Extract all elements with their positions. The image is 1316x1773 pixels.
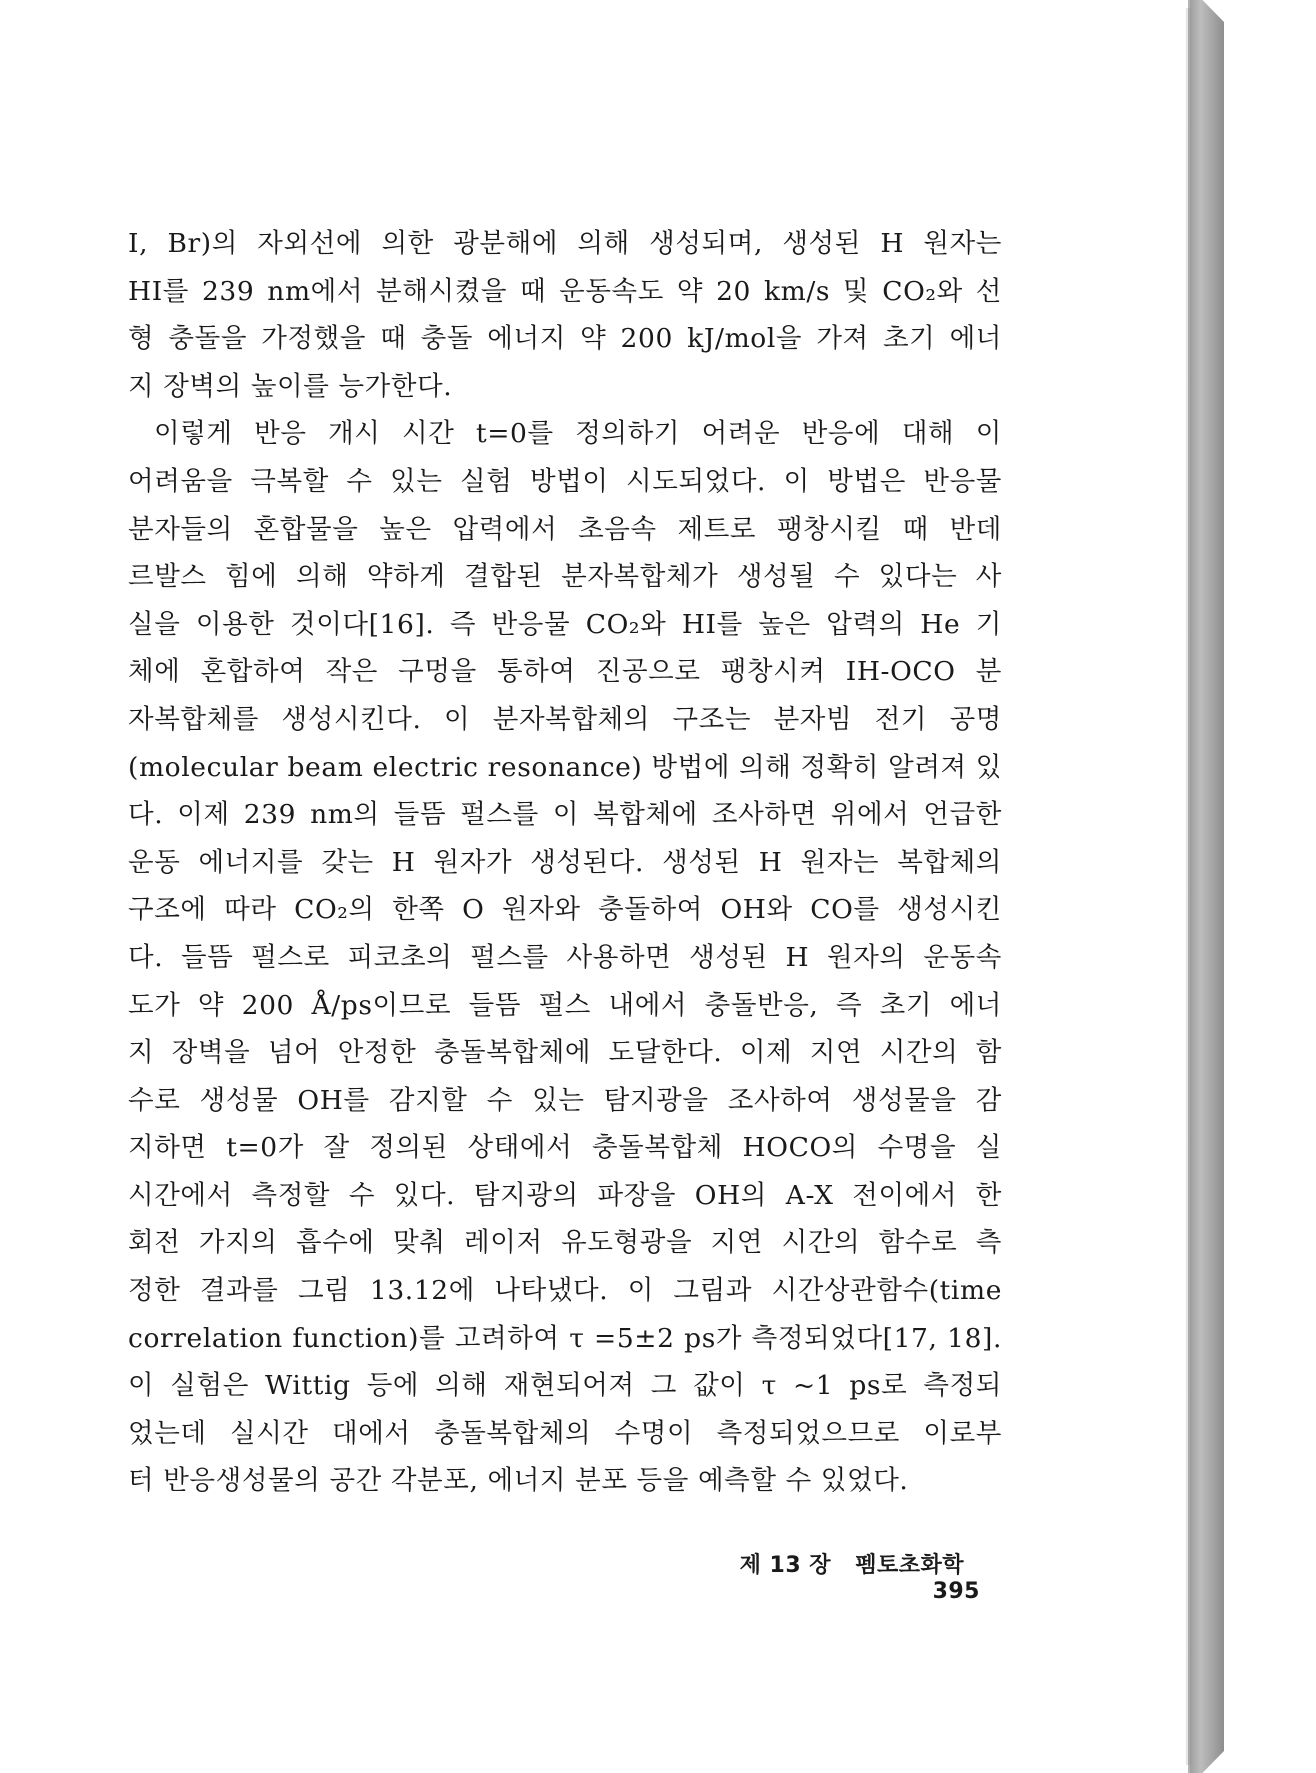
text-line: 다. 들뜸 펄스로 피코초의 펄스를 사용하면 생성된 H 원자의 운동속 (128, 941, 1002, 973)
text-line: 었는데 실시간 대에서 충돌복합체의 수명이 측정되었으므로 이로부 (128, 1417, 1002, 1449)
text-line: 정한 결과를 그림 13.12에 나타냈다. 이 그림과 시간상관함수(time (128, 1275, 1002, 1307)
text-line: (molecular beam electric resonance) 방법에 의해 정확히 알려져 있 (128, 751, 1002, 783)
page-number: 395 (932, 1579, 980, 1604)
text-line: 실을 이용한 것이다[16]. 즉 반응물 CO₂와 HI를 높은 압력의 He 기 (128, 608, 1002, 640)
text-line: I, Br)의 자외선에 의한 광분해에 의해 생성되며, 생성된 H 원자는 (128, 228, 1002, 259)
text-line: 이 실험은 Wittig 등에 의해 재현되어져 그 값이 τ ~1 ps로 측정되 (128, 1370, 1002, 1402)
text-line: 이렇게 반응 개시 시간 t=0를 정의하기 어려운 반응에 대해 이 (154, 418, 1002, 450)
chapter-title: 펨토초화학 (855, 1553, 964, 1578)
page-edge (1188, 0, 1224, 1773)
text-line: 자복합체를 생성시킨다. 이 분자복합체의 구조는 분자빔 전기 공명 (128, 703, 1002, 735)
text-line: 체에 혼합하여 작은 구멍을 통하여 진공으로 팽창시켜 IH-OCO 분 (128, 656, 1002, 688)
text-line: 다. 이제 239 nm의 들뜸 펄스를 이 복합체에 조사하면 위에서 언급한 (128, 799, 1002, 831)
text-line: 도가 약 200 Å/ps이므로 들뜸 펄스 내에서 충돌반응, 즉 초기 에너 (128, 989, 1002, 1021)
text-line: 지 장벽을 넘어 안정한 충돌복합체에 도달한다. 이제 지연 시간의 함 (128, 1037, 1002, 1069)
page-footer (720, 1548, 980, 1604)
text-line: 지 장벽의 높이를 능가한다. (128, 370, 453, 402)
text-line: 분자들의 혼합물을 높은 압력에서 초음속 제트로 팽창시킬 때 반데 (128, 513, 1002, 545)
text-line: 터 반응생성물의 공간 각분포, 에너지 분포 등을 예측할 수 있었다. (128, 1465, 909, 1497)
text-line: 지하면 t=0가 잘 정의된 상태에서 충돌복합체 HOCO의 수명을 실 (128, 1132, 1002, 1164)
chapter-label: 제 13 장 (739, 1553, 832, 1578)
body-text (128, 220, 1002, 1505)
text-line: 수로 생성물 OH를 감지할 수 있는 탐지광을 조사하여 생성물을 감 (128, 1084, 1002, 1116)
text-line: 형 충돌을 가정했을 때 충돌 에너지 약 200 kJ/mol을 가져 초기 에너 (128, 323, 1002, 355)
text-line: correlation function)를 고려하여 τ =5±2 ps가 측정되었다[17, 18]. (128, 1322, 1002, 1354)
text-line: 운동 에너지를 갖는 H 원자가 생성된다. 생성된 H 원자는 복합체의 (128, 846, 1002, 878)
text-line: 구조에 따라 CO₂의 한쪽 O 원자와 충돌하여 OH와 CO를 생성시킨 (128, 894, 1002, 926)
text-line: 르발스 힘에 의해 약하게 결합된 분자복합체가 생성될 수 있다는 사 (128, 561, 1002, 593)
text-line: 어려움을 극복할 수 있는 실험 방법이 시도되었다. 이 방법은 반응물 (128, 465, 1002, 497)
text-line: 회전 가지의 흡수에 맞춰 레이저 유도형광을 지연 시간의 함수로 측 (128, 1227, 1002, 1259)
text-line: 시간에서 측정할 수 있다. 탐지광의 파장을 OH의 A-X 전이에서 한 (128, 1179, 1002, 1211)
text-line: HI를 239 nm에서 분해시켰을 때 운동속도 약 20 km/s 및 CO₂와 선 (128, 275, 1002, 307)
page-shadow (1186, 8, 1192, 1765)
